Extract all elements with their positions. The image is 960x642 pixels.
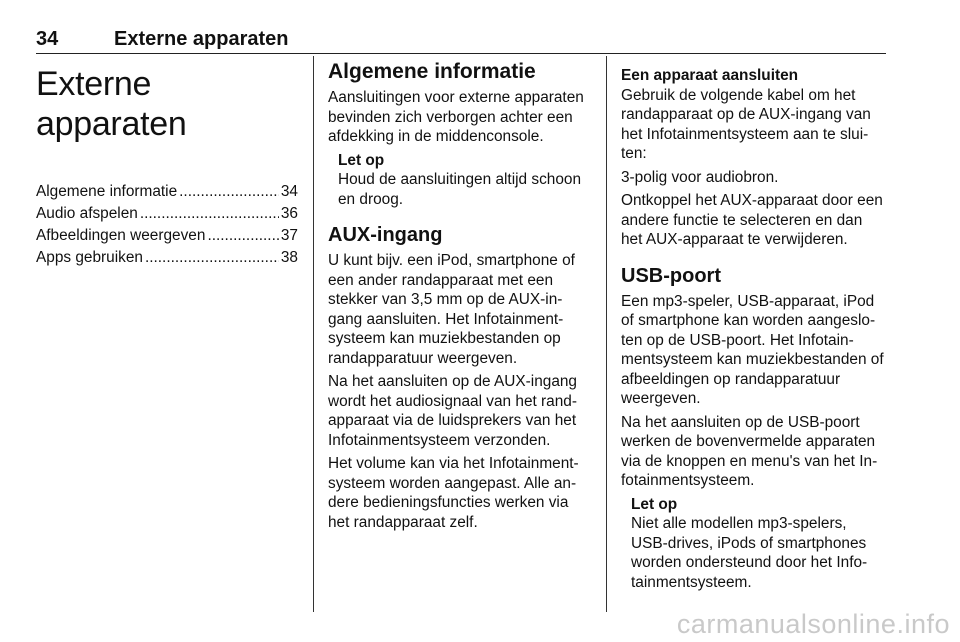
column-general-info (328, 60, 590, 536)
note-box (328, 151, 590, 210)
page-number: 34 (36, 28, 59, 50)
column-chapter (36, 60, 298, 270)
paragraph: Na het aansluiten op de AUX-ingang wordt het audiosignaal van het randapparaat via de luidsprekers van het Infotainmentsysteem verzonden. (328, 373, 577, 449)
paragraph: Ontkoppel het AUX-apparaat door een andere functie te selecteren en dan het AUX-apparaat te verwijderen. (621, 192, 883, 248)
toc-entry[interactable] (36, 248, 298, 270)
toc-entry-page: 37 (280, 227, 298, 244)
toc-entry[interactable] (36, 182, 298, 204)
toc-entry-label: Afbeeldingen weergeven (36, 227, 206, 244)
column-divider (313, 56, 314, 612)
paragraph: 3-polig voor audiobron. (621, 168, 779, 186)
running-title: Externe apparaten (114, 28, 289, 50)
toc-entry-page: 38 (280, 249, 298, 266)
paragraph: Aansluitingen voor externe apparaten bevinden zich verborgen achter een afdekking in de middenconsole. (328, 89, 584, 145)
page-header (36, 28, 886, 54)
chapter-title: Externe apparaten (36, 65, 187, 143)
paragraph: U kunt bijv. een iPod, smartphone of een ander randapparaat met een stekker van 3,5 mm op de AUX-ingang aansluiten. Het Infotainmentsysteem kan muziekbestanden op randapparatuur weergeven. (328, 252, 575, 367)
toc-leader (179, 182, 279, 202)
paragraph: Na het aansluiten op de USB-poort werken de bovenvermelde apparaten via de knoppen en menu's van het Infotainmentsysteem. (621, 413, 878, 489)
toc-leader (140, 204, 279, 224)
paragraph: Een mp3-speler, USB-apparaat, iPod of smartphone kan worden aangesloten op de USB-poort. Het Infotainmentsysteem kan muziekbestanden of afbeeldingen op randapparatuur weergeven. (621, 292, 884, 407)
column-divider (606, 56, 607, 612)
section-heading-usb: USB-poort (621, 264, 721, 287)
note-box (621, 495, 886, 593)
toc-leader (207, 226, 278, 246)
toc-entry-page: 36 (280, 205, 298, 222)
note-text: Niet alle modellen mp3-spelers, USB-drives, iPods of smartphones worden ondersteund door het Infotainmentsysteem. (631, 515, 868, 591)
note-text: Houd de aansluitingen altijd schoon en droog. (338, 171, 582, 208)
note-title: Let op (631, 495, 678, 513)
watermark: carmanualsonline.info (676, 609, 950, 639)
note-title: Let op (338, 151, 385, 169)
toc-entry[interactable] (36, 226, 298, 248)
paragraph: Gebruik de volgende kabel om het randapparaat op de AUX-ingang van het Infotainmentsysteem aan te sluiten: (621, 86, 871, 162)
column-connect-usb (621, 60, 886, 596)
toc-entry-label: Apps gebruiken (36, 249, 143, 266)
section-heading-general: Algemene informatie (328, 60, 536, 83)
table-of-contents (36, 182, 298, 270)
toc-entry[interactable] (36, 204, 298, 226)
subsection-heading-connect: Een apparaat aansluiten (621, 67, 799, 84)
paragraph: Het volume kan via het Infotainmentsysteem worden aangepast. Alle andere bedieningsfuncties werken via het randapparaat zelf. (328, 455, 579, 531)
toc-entry-label: Algemene informatie (36, 183, 178, 200)
toc-entry-label: Audio afspelen (36, 205, 138, 222)
section-heading-aux: AUX-ingang (328, 224, 443, 246)
toc-leader (145, 248, 279, 268)
toc-entry-page: 34 (280, 183, 298, 200)
